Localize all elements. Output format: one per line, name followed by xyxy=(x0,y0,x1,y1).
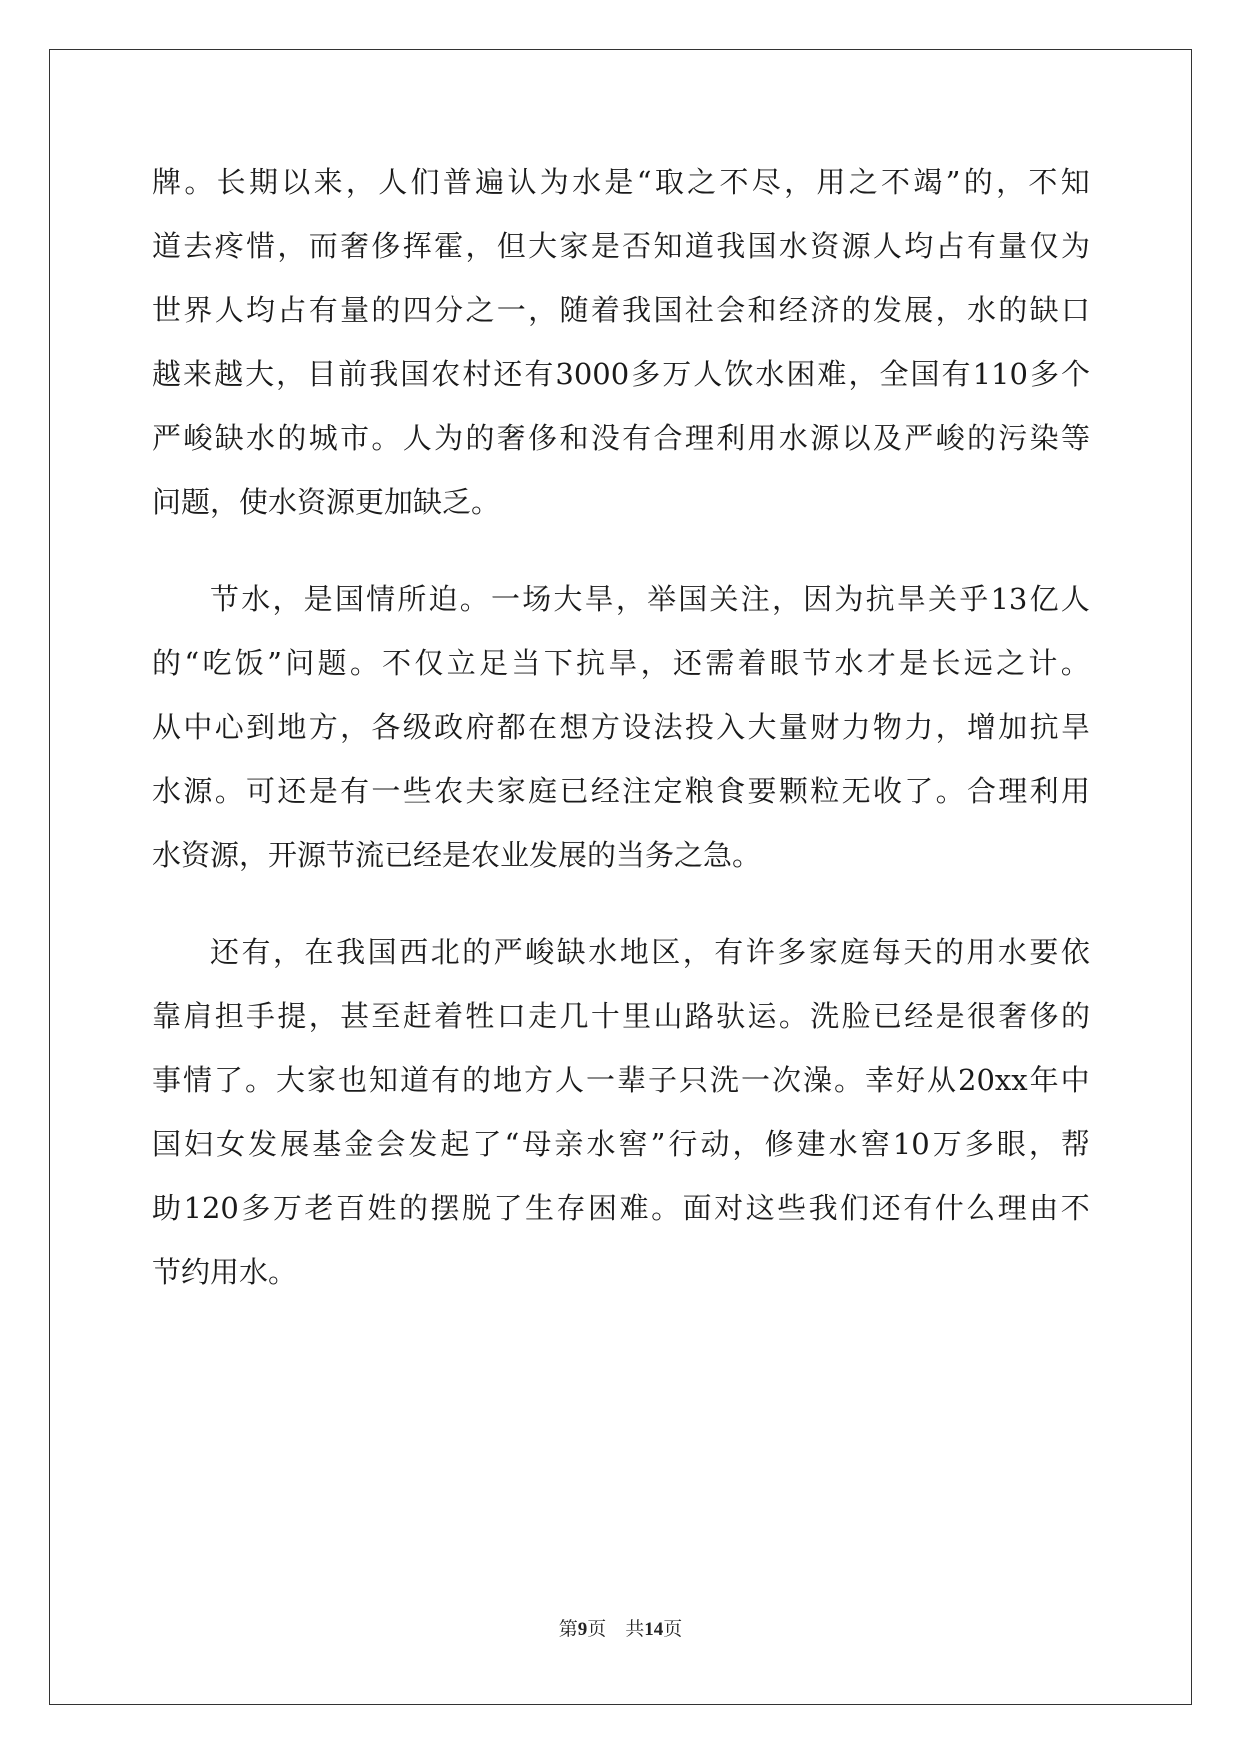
text-line: 靠 肩 担 手 提 ， 甚 至 赶 着 牲 口 走 几 十 里 山 路 驮 运 。 洗 脸 已 经 是 很 奢 侈 的 xyxy=(152,999,1090,1033)
text-line: 事 情 了 。 大 家 也 知 道 有 的 地 方 人 一 辈 子 只 洗 一 次 澡 。 幸 好 从 20xx 年 中 xyxy=(152,1063,1090,1097)
page-footer xyxy=(0,1614,1241,1641)
text-line: 严 峻 缺 水 的 城 市 。 人 为 的 奢 侈 和 没 有 合 理 利 用 水 源 以 及 严 峻 的 污 染 等 xyxy=(152,421,1090,455)
current-page-number: 9 xyxy=(577,1619,588,1640)
total-page-count: 14 xyxy=(644,1619,664,1640)
text-line: 国 妇 女 发 展 基 金 会 发 起 了 “ 母 亲 水 窖 ” 行 动 ， 修 建 水 窖 10 万 多 眼 ， 帮 xyxy=(152,1127,1090,1161)
text-line: 越 来 越 大 ， 目 前 我 国 农 村 还 有 3000 多 万 人 饮 水 困 难 ， 全 国 有 110 多 个 xyxy=(152,357,1090,391)
text-line: 道 去 疼 惜 ， 而 奢 侈 挥 霍 ， 但 大 家 是 否 知 道 我 国 水 资 源 人 均 占 有 量 仅 为 xyxy=(152,229,1090,263)
text-line: 助 120 多 万 老 百 姓 的 摆 脱 了 生 存 困 难 。 面 对 这 些 我 们 还 有 什 么 理 由 不 xyxy=(152,1191,1090,1225)
text-line: 从 中 心 到 地 方 ， 各 级 政 府 都 在 想 方 设 法 投 入 大 量 财 力 物 力 ， 增 加 抗 旱 xyxy=(152,710,1090,744)
document-body xyxy=(152,150,1090,1304)
text-line: 世 界 人 均 占 有 量 的 四 分 之 一 ， 随 着 我 国 社 会 和 经 济 的 发 展 ， 水 的 缺 口 xyxy=(152,293,1090,327)
footer-mid: 页 共 xyxy=(587,1618,645,1640)
text-line: 的 “ 吃 饭 ” 问 题 。 不 仅 立 足 当 下 抗 旱 ， 还 需 着 眼 节 水 才 是 长 远 之 计 。 xyxy=(152,646,1090,680)
footer-prefix: 第 xyxy=(558,1618,578,1640)
text-line: 牌 。 长 期 以 来 ， 人 们 普 遍 认 为 水 是 “ 取 之 不 尽 ， 用 之 不 竭 ” 的 ， 不 知 xyxy=(152,165,1090,199)
text-line: 问题，使水资源更加缺乏。 xyxy=(152,485,501,519)
text-line: 节 水 ， 是 国 情 所 迫 。 一 场 大 旱 ， 举 国 关 注 ， 因 为 抗 旱 关 乎 13 亿 人 xyxy=(210,582,1090,616)
text-line: 还 有 ， 在 我 国 西 北 的 严 峻 缺 水 地 区 ， 有 许 多 家 庭 每 天 的 用 水 要 依 xyxy=(210,935,1090,969)
text-line: 水资源，开源节流已经是农业发展的当务之急。 xyxy=(152,838,762,872)
text-line: 水 源 。 可 还 是 有 一 些 农 夫 家 庭 已 经 注 定 粮 食 要 颗 粒 无 收 了 。 合 理 利 用 xyxy=(152,774,1090,808)
footer-suffix: 页 xyxy=(663,1618,683,1640)
text-line: 节约用水。 xyxy=(152,1255,298,1289)
